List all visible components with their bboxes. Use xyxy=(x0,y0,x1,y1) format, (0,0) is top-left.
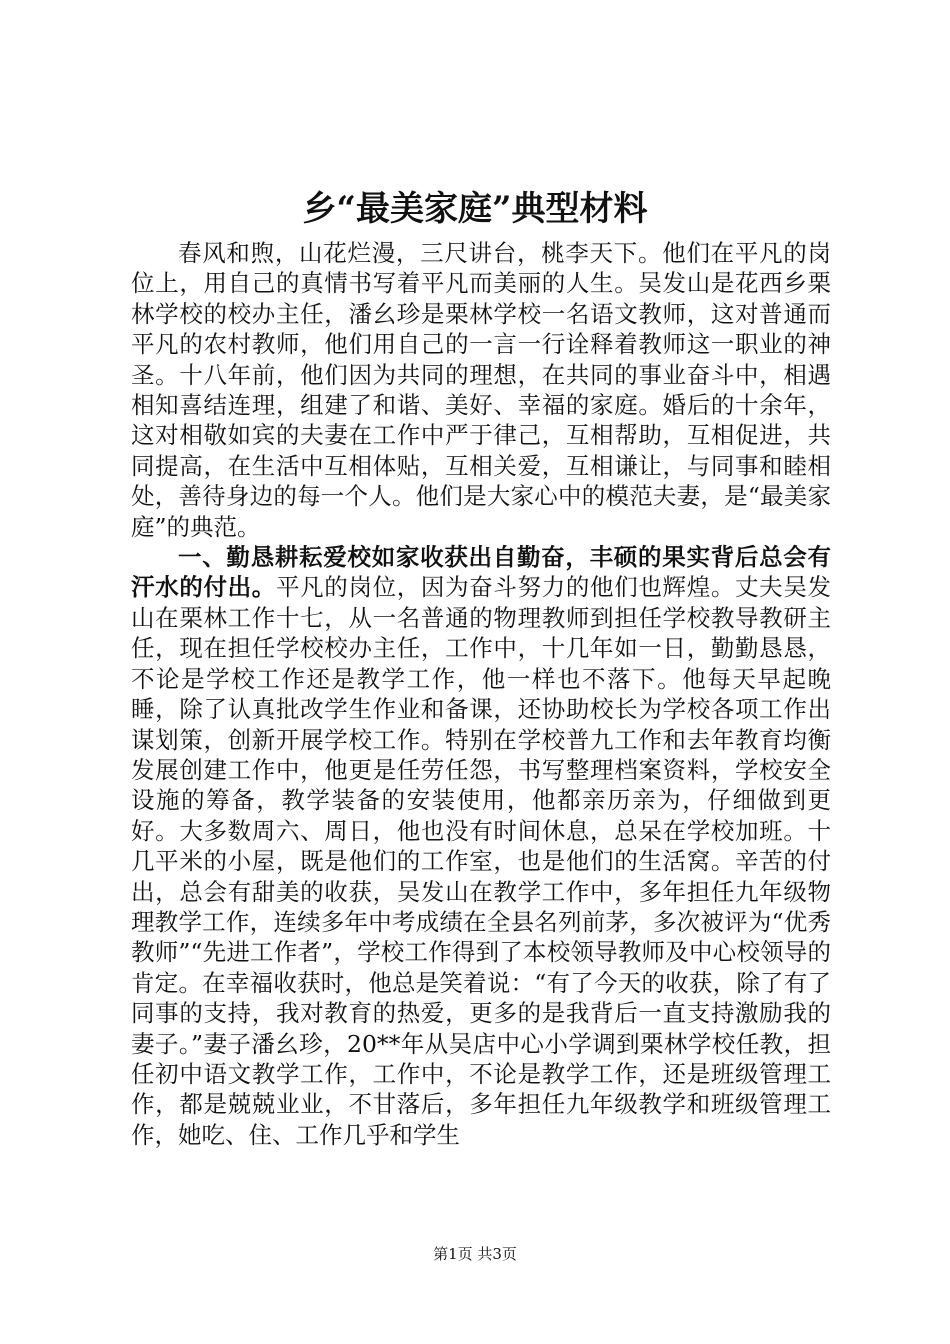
document-title: 乡“最美家庭”典型材料 xyxy=(302,189,648,229)
section-one-text: 平凡的岗位，因为奋斗努力的他们也辉煌。丈夫吴发山在栗林工作十七，从一名普通的物理教师到担任学校教导教研主任，现在担任学校校办主任，工作中，十几年如一日，勤勤恳恳，不论是学校工作还是教学工作，他一样也不落下。他每天早起晚睡，除了认真批改学生作业和备课，还协助校长为学校各项工作出谋划策，创新开展学校工作。特别在学校普九工作和去年教育均衡发展创建工作中，他更是任劳任怨，书写整理档案资料，学校安全设施的筹备，教学装备的安装使用，他都亲历亲为，仔细做到更好。大多数周六、周日，他也没有时间休息，总呆在学校加班。十几平米的小屋，既是他们的工作室，也是他们的生活窝。辛苦的付出，总会有甜美的收获，吴发山在教学工作中，多年担任九年级物理教学工作，连续多年中考成绩在全县名列前茅，多次被评为“优秀教师”“先进工作者”，学校工作得到了本校领导教师及中心校领导的肯定。在幸福收获时，他总是笑着说：“有了今天的收获，除了有了同事的支持，我对教育的热爱，更多的是我背后一直支持激励我的妻子。”妻子潘幺珍，20**年从吴店中心小学调到栗林学校任教，担任初中语文教学工作，工作中，不论是教学工作，还是班级管理工作，都是兢兢业业，不甘落后，多年担任九年级教学和班级管理工作，她吃、住、工作几乎和学生 xyxy=(131,573,832,1149)
paragraph-section-one xyxy=(131,542,831,1150)
section-one-heading: 一、勤恳耕耘爱校如家收获出自勤奋，丰硕的果实背后总会有汗水的付出。 xyxy=(131,543,831,602)
page-footer: 第1页 共3页 xyxy=(433,1245,517,1263)
document-body xyxy=(131,238,831,1150)
paragraph-intro: 春风和煦，山花烂漫，三尺讲台，桃李天下。他们在平凡的岗位上，用自己的真情书写着平凡而美丽的人生。吴发山是花西乡栗林学校的校办主任，潘幺珍是栗林学校一名语文教师，这对普通而平凡的农村教师，他们用自己的一言一行诠释着教师这一职业的神圣。十八年前，他们因为共同的理想，在共同的事业奋斗中，相遇相知喜结连理，组建了和谐、美好、幸福的家庭。婚后的十余年，这对相敬如宾的夫妻在工作中严于律己，互相帮助，互相促进，共同提高，在生活中互相体贴，互相关爱，互相谦让，与同事和睦相处，善待身边的每一个人。他们是大家心中的模范夫妻，是“最美家庭”的典范。 xyxy=(131,239,831,541)
